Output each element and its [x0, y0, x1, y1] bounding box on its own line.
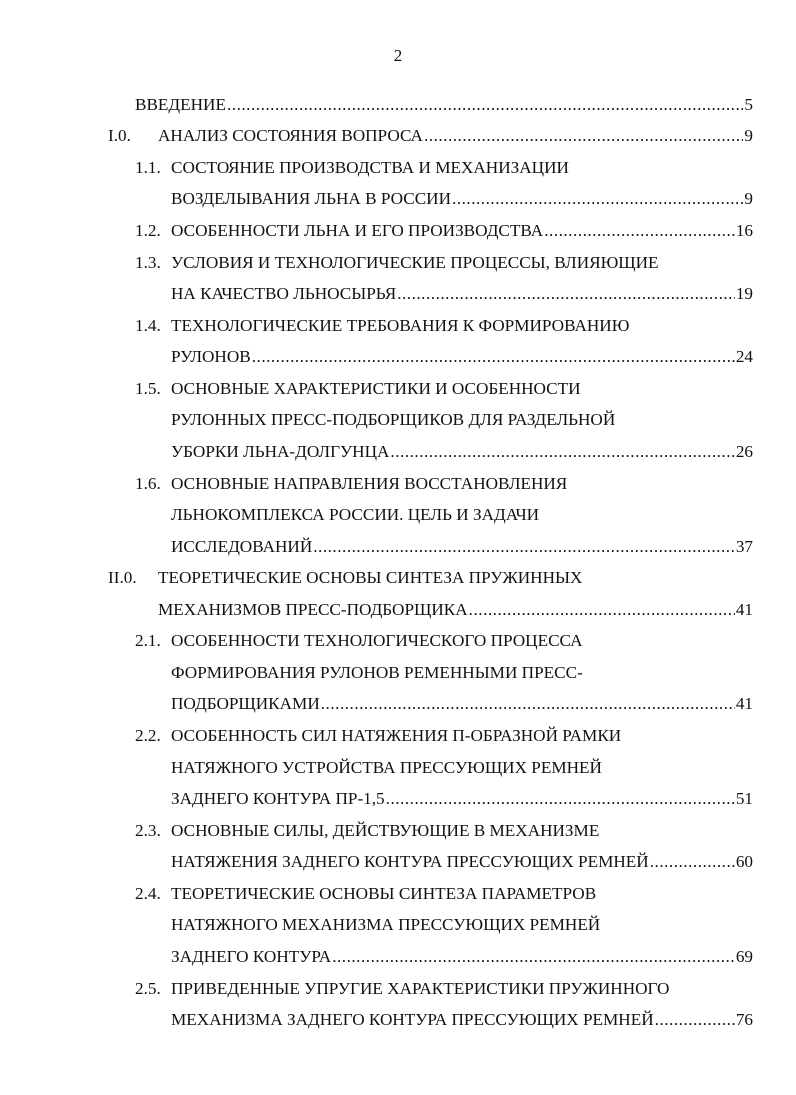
toc-entry-number: 2.3. [135, 821, 161, 840]
toc-entry-page: 51 [735, 789, 753, 808]
toc-entry-title: СОСТОЯНИЕ ПРОИЗВОДСТВА И МЕХАНИЗАЦИИ [171, 158, 569, 177]
toc-entry-page: 24 [735, 347, 753, 366]
toc-entry-1-5-cont2 [171, 437, 753, 463]
toc-entry-number: 1.4. [135, 316, 161, 335]
toc-entry-title: ВОЗДЕЛЫВАНИЯ ЛЬНА В РОССИИ [171, 189, 452, 208]
toc-entry-page: 37 [735, 537, 753, 556]
toc-entry-chapter-2-cont [158, 595, 753, 621]
toc-entry-number: 2.5. [135, 979, 161, 998]
toc-leader-dots [390, 441, 734, 463]
toc-entry-1-6-cont2 [171, 532, 753, 558]
toc-entry-page: 26 [735, 442, 753, 461]
toc-entry-2-3 [135, 816, 753, 842]
toc-entry-2-1 [135, 626, 753, 652]
toc-entry-number: 1.5. [135, 379, 161, 398]
toc-entry-number: 1.1. [135, 158, 161, 177]
toc-leader-dots [332, 946, 735, 968]
toc-entry-number: 1.3. [135, 253, 161, 272]
toc-entry-2-5-cont [171, 1005, 753, 1031]
toc-entry-title: ЗАДНЕГО КОНТУРА ПР-1,5 [171, 789, 385, 808]
toc-entry-title: АНАЛИЗ СОСТОЯНИЯ ВОПРОСА [158, 126, 423, 145]
toc-entry-2-2 [135, 721, 753, 747]
toc-leader-dots [650, 851, 735, 873]
toc-entry-1-2 [135, 216, 753, 242]
toc-entry-title: УСЛОВИЯ И ТЕХНОЛОГИЧЕСКИЕ ПРОЦЕССЫ, ВЛИЯЮЩИЕ [171, 253, 659, 272]
toc-entry-title: ФОРМИРОВАНИЯ РУЛОНОВ РЕМЕННЫМИ ПРЕСС- [171, 663, 583, 682]
toc-entry-title: ТЕОРЕТИЧЕСКИЕ ОСНОВЫ СИНТЕЗА ПАРАМЕТРОВ [171, 884, 597, 903]
toc-entry-page: 9 [744, 126, 753, 145]
toc-entry-number: II.0. [108, 568, 137, 587]
toc-entry-title: РУЛОННЫХ ПРЕСС-ПОДБОРЩИКОВ ДЛЯ РАЗДЕЛЬНОЙ [171, 410, 616, 429]
toc-entry-1-1 [135, 153, 753, 179]
toc-entry-page: 60 [735, 852, 753, 871]
toc-entry-1-3-cont [171, 279, 753, 305]
toc-entry-2-4-cont [171, 910, 753, 936]
toc-entry-number: 1.2. [135, 221, 161, 240]
toc-entry-2-2-cont2 [171, 784, 753, 810]
toc-entry-page: 41 [735, 600, 753, 619]
toc-entry-1-1-cont [171, 184, 753, 210]
toc-entry-chapter-1 [108, 121, 753, 147]
toc-entry-title: ЗАДНЕГО КОНТУРА [171, 947, 332, 966]
toc-entry-title: НАТЯЖНОГО МЕХАНИЗМА ПРЕССУЮЩИХ РЕМНЕЙ [171, 915, 601, 934]
toc-entry-2-4 [135, 879, 753, 905]
toc-entry-title: ПОДБОРЩИКАМИ [171, 694, 320, 713]
toc-entry-title: ОСОБЕННОСТИ ЛЬНА И ЕГО ПРОИЗВОДСТВА [171, 221, 544, 240]
toc-entry-2-1-cont [171, 658, 753, 684]
toc-leader-dots [313, 536, 735, 558]
toc-entry-page: 41 [735, 694, 753, 713]
toc-entry-page: 19 [735, 284, 753, 303]
toc-entry-1-5 [135, 374, 753, 400]
toc-entry-1-6-cont [171, 500, 753, 526]
toc-entry-title: ОСОБЕННОСТИ ТЕХНОЛОГИЧЕСКОГО ПРОЦЕССА [171, 631, 583, 650]
toc-entry-2-4-cont2 [171, 942, 753, 968]
toc-entry-title: НА КАЧЕСТВО ЛЬНОСЫРЬЯ [171, 284, 397, 303]
toc-leader-dots [655, 1009, 735, 1031]
toc-entry-title: ЛЬНОКОМПЛЕКСА РОССИИ. ЦЕЛЬ И ЗАДАЧИ [171, 505, 540, 524]
toc-entry-title: МЕХАНИЗМОВ ПРЕСС-ПОДБОРЩИКА [158, 600, 468, 619]
toc-entry-title: УБОРКИ ЛЬНА-ДОЛГУНЦА [171, 442, 390, 461]
toc-leader-dots [397, 283, 735, 305]
toc-entry-title: МЕХАНИЗМА ЗАДНЕГО КОНТУРА ПРЕССУЮЩИХ РЕМНЕЙ [171, 1010, 654, 1029]
toc-entry-1-6 [135, 469, 753, 495]
toc-entry-page: 5 [744, 95, 753, 114]
toc-entry-title: ПРИВЕДЕННЫЕ УПРУГИЕ ХАРАКТЕРИСТИКИ ПРУЖИННОГО [171, 979, 670, 998]
toc-entry-title: ТЕОРЕТИЧЕСКИЕ ОСНОВЫ СИНТЕЗА ПРУЖИННЫХ [158, 568, 583, 587]
toc-entry-title: НАТЯЖЕНИЯ ЗАДНЕГО КОНТУРА ПРЕССУЮЩИХ РЕМНЕЙ [171, 852, 649, 871]
toc-entry-title: РУЛОНОВ [171, 347, 251, 366]
toc-leader-dots [469, 599, 735, 621]
toc-leader-dots [452, 188, 743, 210]
toc-leader-dots [424, 125, 743, 147]
toc-entry-1-4 [135, 311, 753, 337]
toc-leader-dots [386, 788, 735, 810]
toc-entry-title: ОСНОВНЫЕ НАПРАВЛЕНИЯ ВОССТАНОВЛЕНИЯ [171, 474, 568, 493]
toc-entry-1-4-cont [171, 342, 753, 368]
toc-entry-2-2-cont [171, 753, 753, 779]
toc-entry-title: ВВЕДЕНИЕ [135, 95, 226, 114]
toc-entry-chapter-2 [108, 563, 753, 589]
toc-entry-title: ТЕХНОЛОГИЧЕСКИЕ ТРЕБОВАНИЯ К ФОРМИРОВАНИЮ [171, 316, 630, 335]
toc-entry-1-3 [135, 248, 753, 274]
toc-entry-2-1-cont2 [171, 689, 753, 715]
toc-entry-2-3-cont [171, 847, 753, 873]
toc-leader-dots [252, 346, 735, 368]
toc-entry-title: ИССЛЕДОВАНИЙ [171, 537, 313, 556]
toc-entry-1-5-cont [171, 405, 753, 431]
toc-leader-dots [227, 94, 743, 116]
toc-entry-2-5 [135, 974, 753, 1000]
toc-entry-page: 9 [744, 189, 753, 208]
toc-entry-page: 76 [735, 1010, 753, 1029]
toc-leader-dots [544, 220, 735, 242]
toc-entry-number: 2.4. [135, 884, 161, 903]
toc-entry-number: 2.1. [135, 631, 161, 650]
toc-leader-dots [321, 693, 735, 715]
toc-entry-intro [135, 90, 753, 116]
toc-entry-page: 16 [735, 221, 753, 240]
toc-entry-number: 1.6. [135, 474, 161, 493]
toc-entry-title: ОСНОВНЫЕ ХАРАКТЕРИСТИКИ И ОСОБЕННОСТИ [171, 379, 581, 398]
toc-entry-number: 2.2. [135, 726, 161, 745]
toc-entry-page: 69 [735, 947, 753, 966]
toc-entry-number: I.0. [108, 126, 131, 145]
toc-entry-title: ОСНОВНЫЕ СИЛЫ, ДЕЙСТВУЮЩИЕ В МЕХАНИЗМЕ [171, 821, 600, 840]
page-number: 2 [393, 46, 403, 65]
toc-entry-title: ОСОБЕННОСТЬ СИЛ НАТЯЖЕНИЯ П-ОБРАЗНОЙ РАМКИ [171, 726, 622, 745]
toc-entry-title: НАТЯЖНОГО УСТРОЙСТВА ПРЕССУЮЩИХ РЕМНЕЙ [171, 758, 602, 777]
